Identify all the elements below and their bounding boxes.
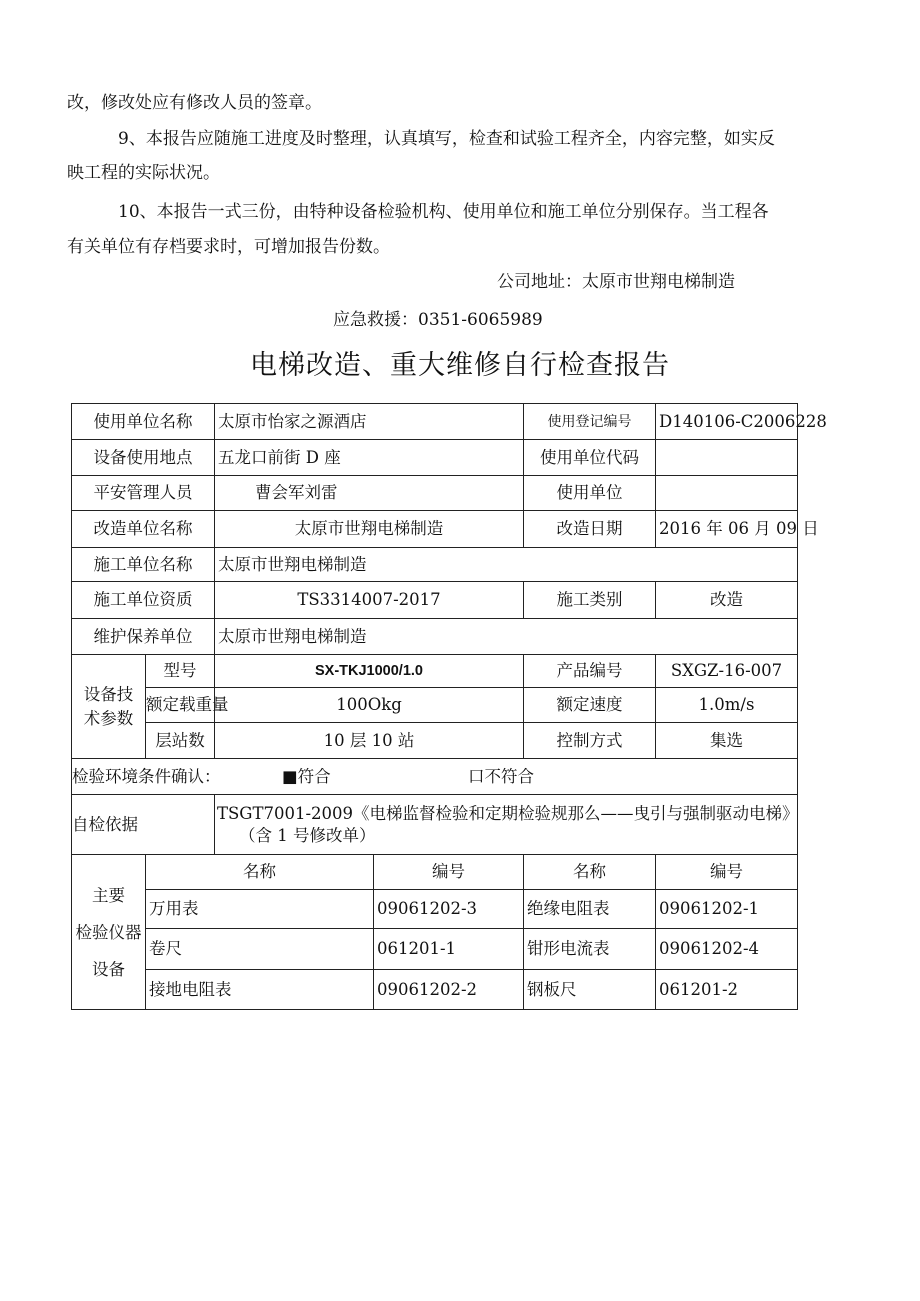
instrument-header-row bbox=[72, 855, 798, 890]
report-table bbox=[71, 403, 827, 1010]
table-row bbox=[72, 655, 798, 688]
page-title: 电梯改造、重大维修自行检查报告 bbox=[250, 350, 670, 381]
instr-header-no: 编号 bbox=[374, 855, 524, 890]
instr-label bbox=[72, 855, 146, 1010]
user-unit2-value bbox=[656, 476, 798, 511]
mod-unit-value: 太原市世翔电梯制造 bbox=[215, 511, 524, 548]
floors-label: 层站数 bbox=[146, 723, 215, 759]
maint-unit-label: 维护保养单位 bbox=[72, 619, 215, 655]
table-row bbox=[72, 582, 798, 619]
control-value: 集选 bbox=[656, 723, 798, 759]
instr-label-1: 主要 bbox=[92, 885, 125, 905]
user-unit2-label: 使用单位 bbox=[524, 476, 656, 511]
basis-line-2: （含 1 号修改单） bbox=[239, 825, 376, 845]
env-label: 检验环境条件确认： bbox=[72, 766, 221, 786]
instr-no: 09061202-1 bbox=[656, 890, 798, 929]
mod-date-label: 改造日期 bbox=[524, 511, 656, 548]
table-row bbox=[72, 619, 798, 655]
safety-manager-label: 平安管理人员 bbox=[72, 476, 215, 511]
instrument-row bbox=[72, 890, 798, 929]
instr-label-2: 检验仪器 bbox=[75, 922, 142, 942]
instr-name: 万用表 bbox=[146, 890, 374, 929]
rated-speed-label: 额定速度 bbox=[524, 688, 656, 723]
user-code-label: 使用单位代码 bbox=[524, 440, 656, 476]
note-line-3: 映工程的实际状况。 bbox=[67, 163, 220, 183]
basis-line-1: TSGT7001-2009《电梯监督检验和定期检验规那么——曳引与强制驱动电梯》 bbox=[217, 803, 799, 823]
mod-date-value: 2016 年 06 月 09 日 bbox=[656, 511, 798, 548]
note-line-1: 改，修改处应有修改人员的签章。 bbox=[67, 93, 322, 113]
product-no-label: 产品编号 bbox=[524, 655, 656, 688]
floors-value: 10 层 10 站 bbox=[215, 723, 524, 759]
table-row bbox=[72, 723, 798, 759]
reg-no-label: 使用登记编号 bbox=[524, 404, 656, 440]
mod-unit-label: 改造单位名称 bbox=[72, 511, 215, 548]
instr-no: 09061202-3 bbox=[374, 890, 524, 929]
tech-params-label-2: 术参数 bbox=[83, 708, 134, 728]
instr-label-3: 设备 bbox=[92, 959, 125, 979]
user-code-value bbox=[656, 440, 798, 476]
table-row bbox=[72, 511, 798, 548]
table-row bbox=[72, 404, 798, 440]
table-row bbox=[72, 759, 798, 795]
instr-name: 卷尺 bbox=[146, 929, 374, 970]
instrument-row bbox=[72, 929, 798, 970]
env-ok: ■符合 bbox=[282, 766, 331, 786]
con-qual-label: 施工单位资质 bbox=[72, 582, 215, 619]
instr-name: 钢板尺 bbox=[524, 970, 656, 1010]
rated-load-label: 额定载重量 bbox=[146, 688, 215, 723]
env-not-ok: 口不符合 bbox=[468, 766, 534, 786]
con-type-label: 施工类别 bbox=[524, 582, 656, 619]
user-unit-label: 使用单位名称 bbox=[72, 404, 215, 440]
tech-params-label bbox=[72, 655, 146, 759]
instr-no: 061201-2 bbox=[656, 970, 798, 1010]
rated-load-value: 100Okg bbox=[215, 688, 524, 723]
company-address: 公司地址：太原市世翔电梯制造 bbox=[497, 272, 735, 292]
note-line-4: 10、本报告一式三份，由特种设备检验机构、使用单位和施工单位分别保存。当工程各 bbox=[118, 202, 769, 222]
emergency-hotline: 应急救援：0351-6065989 bbox=[333, 310, 543, 330]
model-label: 型号 bbox=[146, 655, 215, 688]
instr-name: 绝缘电阻表 bbox=[524, 890, 656, 929]
tech-params-label-1: 设备技 bbox=[83, 684, 134, 704]
instr-name: 钳形电流表 bbox=[524, 929, 656, 970]
maint-unit-value: 太原市世翔电梯制造 bbox=[215, 619, 798, 655]
table-row bbox=[72, 476, 798, 511]
env-confirm bbox=[72, 759, 798, 795]
table-row bbox=[72, 548, 798, 582]
note-line-5: 有关单位有存档要求时，可增加报告份数。 bbox=[67, 237, 390, 257]
con-qual-value: TS3314007-2017 bbox=[215, 582, 524, 619]
con-unit-value: 太原市世翔电梯制造 bbox=[215, 548, 798, 582]
instr-header-no: 编号 bbox=[656, 855, 798, 890]
model-value: SX-TKJ1000/1.0 bbox=[215, 655, 524, 688]
product-no-value: SXGZ-16-007 bbox=[656, 655, 798, 688]
table-row bbox=[72, 688, 798, 723]
basis-text bbox=[215, 795, 798, 855]
safety-manager-value: 曹会军刘雷 bbox=[215, 476, 524, 511]
instrument-row bbox=[72, 970, 798, 1010]
rated-speed-value: 1.0m/s bbox=[656, 688, 798, 723]
instr-no: 061201-1 bbox=[374, 929, 524, 970]
con-type-value: 改造 bbox=[656, 582, 798, 619]
con-unit-label: 施工单位名称 bbox=[72, 548, 215, 582]
control-label: 控制方式 bbox=[524, 723, 656, 759]
instr-no: 09061202-4 bbox=[656, 929, 798, 970]
user-unit-value: 太原市怡家之源酒店 bbox=[215, 404, 524, 440]
reg-no-value: D140106-C2006228 bbox=[656, 404, 798, 440]
note-line-2: 9、本报告应随施工进度及时整理，认真填写，检查和试验工程齐全，内容完整，如实反 bbox=[118, 129, 775, 149]
instr-header-name: 名称 bbox=[146, 855, 374, 890]
table-row bbox=[72, 795, 798, 855]
instr-header-name: 名称 bbox=[524, 855, 656, 890]
location-value: 五龙口前街 D 座 bbox=[215, 440, 524, 476]
instr-name: 接地电阻表 bbox=[146, 970, 374, 1010]
table-row bbox=[72, 440, 798, 476]
basis-label: 自检依据 bbox=[72, 795, 215, 855]
location-label: 设备使用地点 bbox=[72, 440, 215, 476]
instr-no: 09061202-2 bbox=[374, 970, 524, 1010]
